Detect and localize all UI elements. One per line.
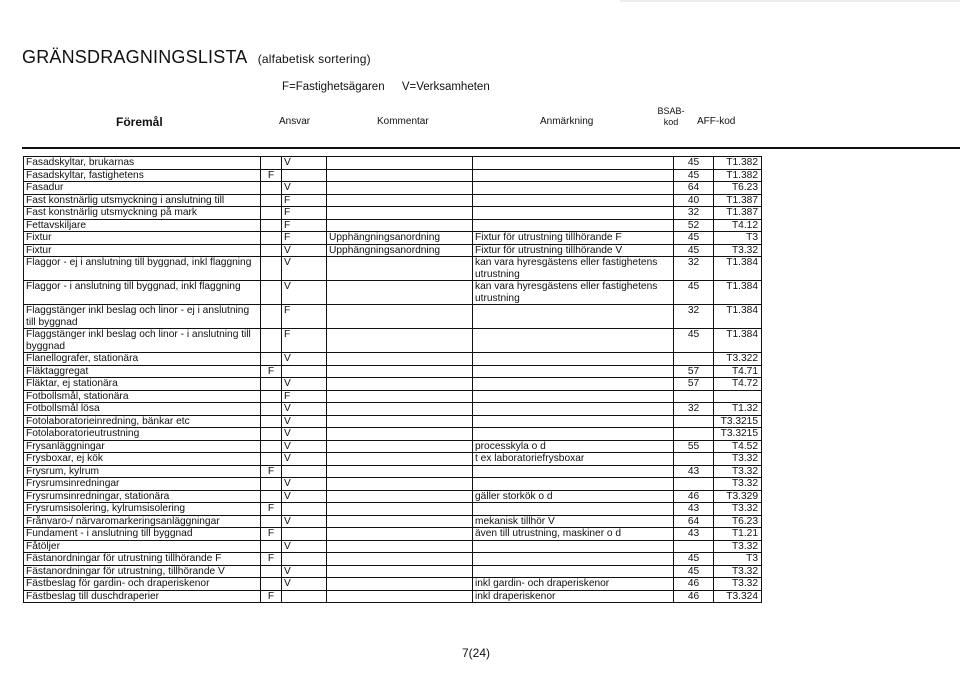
- cell-bsab: 45: [674, 329, 714, 353]
- cell-anmarkning: [473, 465, 674, 478]
- cell-kommentar: [327, 590, 473, 603]
- legend-f: F=Fastighetsägaren: [282, 81, 385, 93]
- cell-foremal: Fundament - i anslutning till byggnad: [24, 528, 261, 541]
- cell-bsab: 32: [674, 207, 714, 220]
- cell-bsab: [674, 540, 714, 553]
- cell-anmarkning: t ex laboratoriefrysboxar: [473, 453, 674, 466]
- cell-foremal: Frysrumsinredningar: [24, 478, 261, 491]
- table-row: [24, 503, 762, 516]
- cell-bsab: [674, 353, 714, 366]
- table-row: [24, 353, 762, 366]
- cell-anmarkning: kan vara hyresgästens eller fastighetens utrustning: [473, 281, 674, 305]
- table-row: [24, 578, 762, 591]
- item-table-body: [24, 157, 762, 603]
- cell-ansvar-v: V: [282, 515, 327, 528]
- cell-foremal: Fast konstnärlig utsmyckning i anslutning till: [24, 194, 261, 207]
- cell-foremal: Fotbollsmål, stationära: [24, 390, 261, 403]
- cell-bsab: 32: [674, 305, 714, 329]
- cell-kommentar: [327, 182, 473, 195]
- cell-kommentar: [327, 353, 473, 366]
- cell-aff: T4.71: [714, 365, 762, 378]
- table-row: [24, 440, 762, 453]
- cell-ansvar-f: F: [261, 169, 282, 182]
- table-row: [24, 565, 762, 578]
- cell-aff: T3.32: [714, 478, 762, 491]
- cell-kommentar: [327, 528, 473, 541]
- table-row: [24, 428, 762, 441]
- table-row: [24, 244, 762, 257]
- cell-kommentar: [327, 257, 473, 281]
- cell-aff: T3.3215: [714, 415, 762, 428]
- table-row: [24, 232, 762, 245]
- header-foremal: Föremål: [116, 115, 163, 129]
- cell-kommentar: [327, 428, 473, 441]
- cell-anmarkning: [473, 207, 674, 220]
- cell-ansvar-v: V: [282, 453, 327, 466]
- cell-kommentar: Upphängningsanordning: [327, 232, 473, 245]
- cell-ansvar-v: F: [282, 329, 327, 353]
- cell-kommentar: [327, 305, 473, 329]
- cell-aff: [714, 390, 762, 403]
- cell-aff: T4.12: [714, 219, 762, 232]
- cell-anmarkning: [473, 428, 674, 441]
- cell-aff: T3.32: [714, 453, 762, 466]
- cell-kommentar: [327, 440, 473, 453]
- cell-ansvar-f: [261, 403, 282, 416]
- cell-anmarkning: [473, 219, 674, 232]
- cell-anmarkning: även till utrustning, maskiner o d: [473, 528, 674, 541]
- cell-foremal: Fläktaggregat: [24, 365, 261, 378]
- table-row: [24, 157, 762, 170]
- cell-aff: T3.32: [714, 565, 762, 578]
- cell-bsab: 45: [674, 553, 714, 566]
- cell-bsab: 46: [674, 490, 714, 503]
- cell-anmarkning: [473, 390, 674, 403]
- cell-aff: T1.384: [714, 329, 762, 353]
- cell-aff: T4.52: [714, 440, 762, 453]
- cell-ansvar-f: [261, 219, 282, 232]
- cell-ansvar-v: F: [282, 232, 327, 245]
- cell-ansvar-v: F: [282, 194, 327, 207]
- cell-foremal: Fixtur: [24, 244, 261, 257]
- cell-ansvar-v: [282, 590, 327, 603]
- cell-bsab: 32: [674, 403, 714, 416]
- cell-ansvar-v: V: [282, 490, 327, 503]
- table-row: [24, 453, 762, 466]
- cell-ansvar-f: F: [261, 503, 282, 516]
- table-row: [24, 305, 762, 329]
- cell-kommentar: [327, 219, 473, 232]
- cell-ansvar-f: F: [261, 465, 282, 478]
- cell-bsab: 57: [674, 378, 714, 391]
- cell-aff: T3.322: [714, 353, 762, 366]
- cell-anmarkning: [473, 305, 674, 329]
- header-anmarkning: Anmärkning: [540, 116, 594, 127]
- cell-anmarkning: [473, 540, 674, 553]
- cell-bsab: 64: [674, 515, 714, 528]
- cell-ansvar-v: V: [282, 428, 327, 441]
- cell-ansvar-v: V: [282, 378, 327, 391]
- responsibility-legend: [282, 81, 504, 93]
- cell-bsab: 40: [674, 194, 714, 207]
- cell-bsab: 45: [674, 565, 714, 578]
- cell-aff: T4.72: [714, 378, 762, 391]
- cell-foremal: Frysboxar, ej kök: [24, 453, 261, 466]
- cell-kommentar: [327, 540, 473, 553]
- cell-bsab: 55: [674, 440, 714, 453]
- cell-kommentar: [327, 565, 473, 578]
- cell-ansvar-v: V: [282, 578, 327, 591]
- cell-ansvar-v: V: [282, 257, 327, 281]
- cell-foremal: Fästbeslag till duschdraperier: [24, 590, 261, 603]
- cell-bsab: 64: [674, 182, 714, 195]
- cell-foremal: Flaggstänger inkl beslag och linor - i anslutning till byggnad: [24, 329, 261, 353]
- cell-anmarkning: gäller storkök o d: [473, 490, 674, 503]
- cell-aff: T3.32: [714, 540, 762, 553]
- cell-aff: T1.384: [714, 281, 762, 305]
- cell-aff: T3.32: [714, 465, 762, 478]
- cell-bsab: 43: [674, 465, 714, 478]
- table-row: [24, 478, 762, 491]
- cell-ansvar-f: [261, 257, 282, 281]
- table-row: [24, 403, 762, 416]
- cell-ansvar-f: [261, 453, 282, 466]
- cell-anmarkning: Fixtur för utrustning tillhörande V: [473, 244, 674, 257]
- cell-anmarkning: Fixtur för utrustning tillhörande F: [473, 232, 674, 245]
- cell-kommentar: [327, 578, 473, 591]
- cell-ansvar-v: V: [282, 540, 327, 553]
- cell-kommentar: [327, 503, 473, 516]
- cell-bsab: 43: [674, 528, 714, 541]
- cell-ansvar-f: [261, 244, 282, 257]
- header-bsab: BSAB-kod: [657, 106, 685, 127]
- cell-anmarkning: [473, 415, 674, 428]
- cell-anmarkning: [473, 329, 674, 353]
- cell-foremal: Fästanordningar för utrustning tillhörande F: [24, 553, 261, 566]
- cell-kommentar: Upphängningsanordning: [327, 244, 473, 257]
- cell-ansvar-v: [282, 365, 327, 378]
- legend-v: V=Verksamheten: [401, 81, 490, 93]
- cell-kommentar: [327, 465, 473, 478]
- table-row: [24, 465, 762, 478]
- cell-ansvar-v: [282, 528, 327, 541]
- cell-foremal: Flaggor - i anslutning till byggnad, inkl flaggning: [24, 281, 261, 305]
- cell-foremal: Fläktar, ej stationära: [24, 378, 261, 391]
- title-subtitle: (alfabetisk sortering): [257, 52, 371, 66]
- cell-foremal: Fotolaboratorieinredning, bänkar etc: [24, 415, 261, 428]
- cell-foremal: Fasadskyltar, brukarnas: [24, 157, 261, 170]
- cell-ansvar-f: F: [261, 528, 282, 541]
- cell-ansvar-v: V: [282, 415, 327, 428]
- cell-foremal: Flaggor - ej i anslutning till byggnad, inkl flaggning: [24, 257, 261, 281]
- cell-ansvar-f: [261, 329, 282, 353]
- cell-ansvar-f: [261, 578, 282, 591]
- cell-kommentar: [327, 329, 473, 353]
- cell-foremal: Fettavskiljare: [24, 219, 261, 232]
- cell-kommentar: [327, 515, 473, 528]
- cell-aff: T1.384: [714, 257, 762, 281]
- cell-ansvar-v: [282, 553, 327, 566]
- cell-aff: T1.382: [714, 169, 762, 182]
- table-row: [24, 590, 762, 603]
- cell-bsab: 46: [674, 590, 714, 603]
- cell-kommentar: [327, 378, 473, 391]
- cell-foremal: Frysrum, kylrum: [24, 465, 261, 478]
- cell-ansvar-f: [261, 378, 282, 391]
- cell-aff: T3.32: [714, 578, 762, 591]
- cell-ansvar-f: [261, 305, 282, 329]
- table-row: [24, 219, 762, 232]
- cell-ansvar-f: [261, 540, 282, 553]
- cell-bsab: 43: [674, 503, 714, 516]
- cell-kommentar: [327, 194, 473, 207]
- table-row: [24, 528, 762, 541]
- cell-bsab: [674, 453, 714, 466]
- cell-ansvar-f: [261, 157, 282, 170]
- cell-bsab: 57: [674, 365, 714, 378]
- cell-anmarkning: [473, 378, 674, 391]
- cell-ansvar-f: [261, 390, 282, 403]
- cell-kommentar: [327, 207, 473, 220]
- cell-kommentar: [327, 553, 473, 566]
- cell-foremal: Flanellografer, stationära: [24, 353, 261, 366]
- cell-anmarkning: processkyla o d: [473, 440, 674, 453]
- cell-kommentar: [327, 390, 473, 403]
- cell-bsab: 52: [674, 219, 714, 232]
- cell-kommentar: [327, 453, 473, 466]
- cell-ansvar-f: [261, 415, 282, 428]
- cell-aff: T1.387: [714, 207, 762, 220]
- header-kommentar: Kommentar: [377, 116, 429, 127]
- cell-aff: T3: [714, 553, 762, 566]
- cell-bsab: 45: [674, 244, 714, 257]
- cell-kommentar: [327, 415, 473, 428]
- table-row: [24, 194, 762, 207]
- cell-ansvar-v: F: [282, 305, 327, 329]
- cell-aff: T3.329: [714, 490, 762, 503]
- cell-aff: T3.3215: [714, 428, 762, 441]
- cell-ansvar-f: F: [261, 365, 282, 378]
- cell-foremal: Fästanordningar för utrustning, tillhörande V: [24, 565, 261, 578]
- cell-ansvar-v: V: [282, 182, 327, 195]
- cell-ansvar-f: [261, 182, 282, 195]
- cell-anmarkning: [473, 365, 674, 378]
- cell-ansvar-v: V: [282, 281, 327, 305]
- table-row: [24, 553, 762, 566]
- cell-ansvar-f: F: [261, 590, 282, 603]
- cell-aff: T3.32: [714, 503, 762, 516]
- cell-foremal: Fast konstnärlig utsmyckning på mark: [24, 207, 261, 220]
- cell-anmarkning: [473, 553, 674, 566]
- cell-anmarkning: [473, 169, 674, 182]
- cell-anmarkning: [473, 157, 674, 170]
- table-row: [24, 515, 762, 528]
- cell-anmarkning: [473, 194, 674, 207]
- cell-ansvar-f: [261, 232, 282, 245]
- cell-anmarkning: [473, 182, 674, 195]
- cell-ansvar-f: [261, 353, 282, 366]
- cell-foremal: Fästbeslag för gardin- och draperiskenor: [24, 578, 261, 591]
- cell-kommentar: [327, 281, 473, 305]
- cell-anmarkning: [473, 565, 674, 578]
- cell-bsab: [674, 428, 714, 441]
- page-number: 7(24): [462, 646, 491, 660]
- cell-anmarkning: [473, 353, 674, 366]
- cell-bsab: 45: [674, 281, 714, 305]
- cell-ansvar-v: F: [282, 390, 327, 403]
- cell-ansvar-v: V: [282, 157, 327, 170]
- cell-kommentar: [327, 478, 473, 491]
- cell-aff: T1.32: [714, 403, 762, 416]
- table-row: [24, 365, 762, 378]
- cell-foremal: Fåtöljer: [24, 540, 261, 553]
- table-row: [24, 390, 762, 403]
- cell-aff: T3: [714, 232, 762, 245]
- cell-ansvar-f: [261, 428, 282, 441]
- table-row: [24, 378, 762, 391]
- cell-ansvar-v: V: [282, 478, 327, 491]
- table-row: [24, 490, 762, 503]
- cell-aff: T3.324: [714, 590, 762, 603]
- cell-anmarkning: kan vara hyresgästens eller fastighetens utrustning: [473, 257, 674, 281]
- cell-anmarkning: inkl gardin- och draperiskenor: [473, 578, 674, 591]
- cell-ansvar-v: [282, 465, 327, 478]
- item-table: [23, 156, 762, 603]
- cell-ansvar-f: [261, 440, 282, 453]
- cell-ansvar-v: V: [282, 403, 327, 416]
- cell-foremal: Frånvaro-/ närvaromarkeringsanläggningar: [24, 515, 261, 528]
- cell-ansvar-f: [261, 281, 282, 305]
- table-row: [24, 207, 762, 220]
- cell-aff: T6.23: [714, 182, 762, 195]
- cell-bsab: 46: [674, 578, 714, 591]
- cell-aff: T1.382: [714, 157, 762, 170]
- top-edge-line: [620, 0, 960, 2]
- cell-ansvar-v: V: [282, 353, 327, 366]
- cell-ansvar-v: [282, 169, 327, 182]
- header-aff: AFF-kod: [697, 116, 736, 127]
- cell-bsab: 45: [674, 157, 714, 170]
- cell-ansvar-v: [282, 503, 327, 516]
- cell-kommentar: [327, 490, 473, 503]
- cell-ansvar-v: V: [282, 565, 327, 578]
- cell-ansvar-v: V: [282, 440, 327, 453]
- table-row: [24, 281, 762, 305]
- cell-ansvar-f: [261, 478, 282, 491]
- cell-kommentar: [327, 403, 473, 416]
- cell-ansvar-f: [261, 490, 282, 503]
- cell-anmarkning: [473, 403, 674, 416]
- cell-ansvar-f: [261, 207, 282, 220]
- cell-anmarkning: inkl draperiskenor: [473, 590, 674, 603]
- cell-aff: T3.32: [714, 244, 762, 257]
- table-row: [24, 257, 762, 281]
- cell-anmarkning: [473, 478, 674, 491]
- cell-foremal: Frysrumsisolering, kylrumsisolering: [24, 503, 261, 516]
- cell-ansvar-f: [261, 194, 282, 207]
- cell-foremal: Fasadur: [24, 182, 261, 195]
- cell-aff: T6.23: [714, 515, 762, 528]
- cell-anmarkning: mekanisk tillhör V: [473, 515, 674, 528]
- page-title: [22, 47, 371, 68]
- cell-foremal: Fotolaboratorieutrustning: [24, 428, 261, 441]
- cell-aff: T1.21: [714, 528, 762, 541]
- cell-bsab: 45: [674, 232, 714, 245]
- cell-anmarkning: [473, 503, 674, 516]
- table-row: [24, 169, 762, 182]
- title-text: GRÄNSDRAGNINGSLISTA: [22, 47, 247, 67]
- cell-bsab: [674, 390, 714, 403]
- cell-aff: T1.384: [714, 305, 762, 329]
- cell-bsab: [674, 415, 714, 428]
- cell-ansvar-v: F: [282, 219, 327, 232]
- cell-foremal: Frysrumsinredningar, stationära: [24, 490, 261, 503]
- cell-ansvar-f: [261, 515, 282, 528]
- header-ansvar: Ansvar: [279, 116, 311, 127]
- table-row: [24, 415, 762, 428]
- cell-ansvar-v: V: [282, 244, 327, 257]
- table-row: [24, 540, 762, 553]
- cell-kommentar: [327, 169, 473, 182]
- cell-foremal: Fasadskyltar, fastighetens: [24, 169, 261, 182]
- cell-foremal: Flaggstänger inkl beslag och linor - ej i anslutning till byggnad: [24, 305, 261, 329]
- cell-foremal: Frysanläggningar: [24, 440, 261, 453]
- cell-ansvar-f: [261, 565, 282, 578]
- cell-foremal: Fixtur: [24, 232, 261, 245]
- header-divider: [22, 147, 960, 149]
- cell-ansvar-f: F: [261, 553, 282, 566]
- table-row: [24, 182, 762, 195]
- cell-foremal: Fotbollsmål lösa: [24, 403, 261, 416]
- cell-bsab: 45: [674, 169, 714, 182]
- cell-kommentar: [327, 157, 473, 170]
- cell-bsab: [674, 478, 714, 491]
- table-row: [24, 329, 762, 353]
- cell-kommentar: [327, 365, 473, 378]
- cell-aff: T1.387: [714, 194, 762, 207]
- cell-bsab: 32: [674, 257, 714, 281]
- cell-ansvar-v: F: [282, 207, 327, 220]
